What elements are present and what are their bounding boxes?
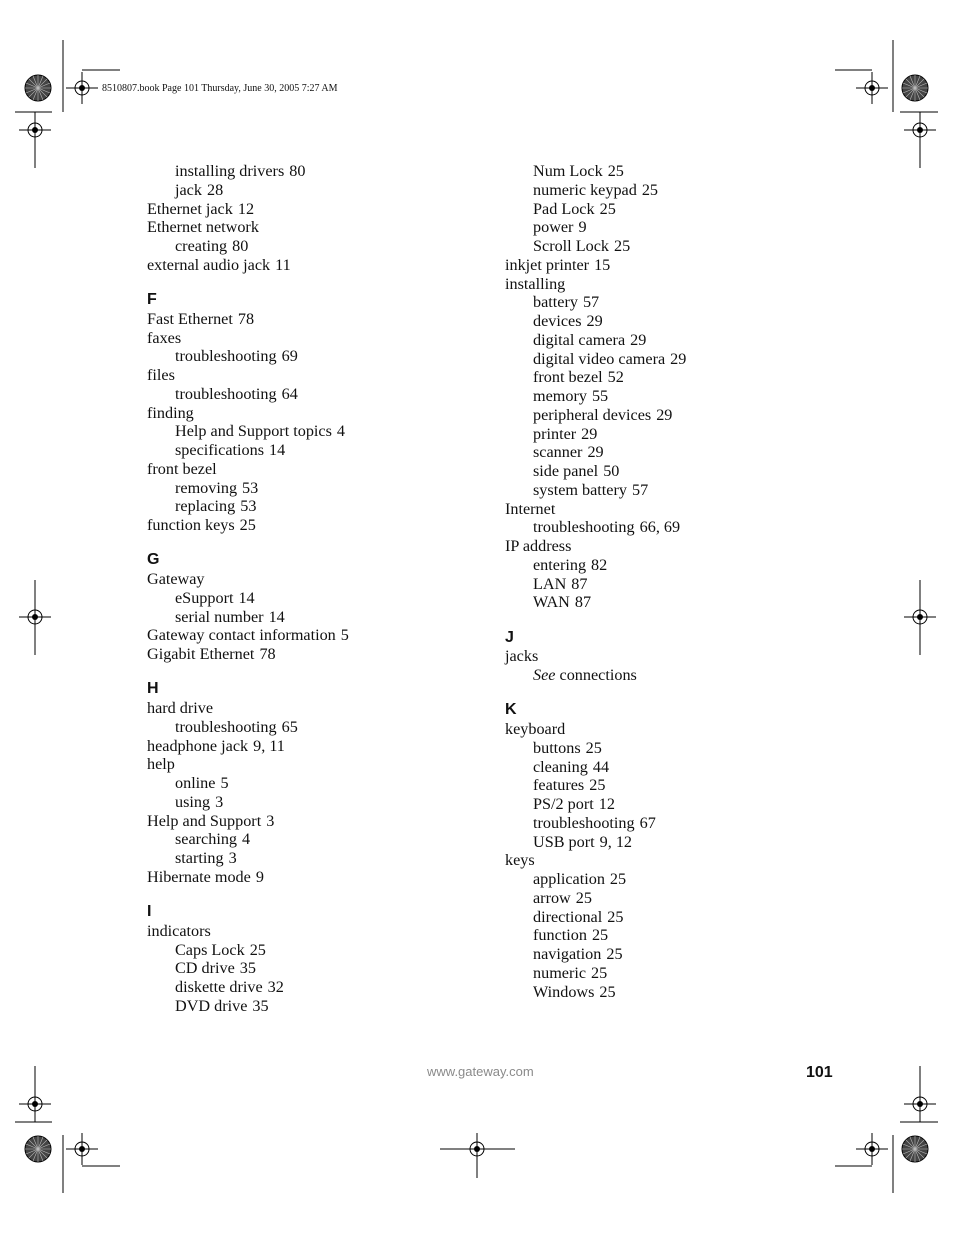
index-subentry <box>147 347 477 366</box>
index-subentry <box>505 162 835 181</box>
entry-term: searching <box>175 830 238 849</box>
entry-term: Gigabit Ethernet <box>147 645 255 663</box>
entry-term: headphone jack <box>147 736 249 755</box>
index-subentry <box>505 331 835 350</box>
entry-term: Pad Lock <box>533 199 595 218</box>
entry-page-numbers: 25 <box>575 888 592 907</box>
entry-term: hard drive <box>147 699 214 717</box>
entry-term: removing <box>175 478 238 497</box>
index-entry <box>147 516 477 535</box>
entry-term: arrow <box>533 888 571 907</box>
print-header: 8510807.book Page 101 Thursday, June 30, 2005 7:27 AM <box>102 83 338 94</box>
entry-page-numbers: 57 <box>631 480 649 499</box>
entry-term: Caps Lock <box>175 940 245 959</box>
entry-page-numbers: 55 <box>591 387 609 405</box>
entry-term: features <box>533 776 585 795</box>
crosshair-mark-bottom-center <box>461 1133 493 1165</box>
index-entry <box>147 812 477 831</box>
entry-term: numeric keypad <box>533 180 637 199</box>
entry-page-numbers: 32 <box>267 978 284 996</box>
entry-page-numbers: 29 <box>586 312 603 330</box>
entry-term: front bezel <box>533 368 603 387</box>
crosshair-mark-bottom-right <box>856 1133 888 1165</box>
index-entry <box>147 460 477 479</box>
entry-term: keys <box>505 851 535 870</box>
index-subentry <box>505 368 835 387</box>
index-subentry <box>505 350 835 369</box>
entry-term: Fast Ethernet <box>147 309 233 328</box>
index-subentry <box>505 833 835 852</box>
page-number: 101 <box>806 1064 833 1081</box>
crosshair-mark-middle-right <box>904 601 936 633</box>
index-subentry <box>505 425 835 444</box>
index-subentry <box>147 959 477 978</box>
entry-term: directional <box>533 907 603 926</box>
index-entry <box>147 626 477 645</box>
entry-term: installing <box>505 274 566 293</box>
entry-page-numbers: 25 <box>591 926 609 945</box>
starburst-mark-top-left <box>25 75 51 101</box>
entry-term: troubleshooting <box>533 813 635 832</box>
index-subentry <box>147 441 477 460</box>
index-entry <box>505 275 835 294</box>
entry-page-numbers: 35 <box>239 959 256 978</box>
entry-page-numbers: 65 <box>281 717 298 736</box>
index-subentry <box>505 908 835 927</box>
entry-page-numbers: 87 <box>574 593 592 612</box>
entry-page-numbers: 82 <box>591 555 608 574</box>
index-subentry <box>505 575 835 594</box>
index-subentry <box>147 997 477 1016</box>
entry-term: application <box>533 870 605 888</box>
entry-term: installing drivers <box>175 162 285 180</box>
starburst-mark-top-right <box>902 75 928 101</box>
index-subentry <box>505 237 835 256</box>
entry-page-numbers: 78 <box>237 309 255 328</box>
entry-term: USB port <box>533 832 595 851</box>
entry-term: replacing <box>175 497 236 516</box>
entry-term: Ethernet jack <box>147 199 233 218</box>
entry-page-numbers: 50 <box>603 462 620 480</box>
entry-term: function keys <box>147 516 235 534</box>
entry-term: IP address <box>505 537 572 555</box>
entry-term: side panel <box>533 462 599 480</box>
index-entry <box>147 922 477 941</box>
index-entry <box>147 256 477 275</box>
index-subentry <box>147 608 477 627</box>
entry-term: Hibernate mode <box>147 867 251 886</box>
entry-page-numbers: 29 <box>670 349 687 368</box>
entry-term: battery <box>533 293 578 312</box>
entry-page-numbers: 5 <box>220 774 229 792</box>
crosshair-mark-top-right <box>856 72 888 104</box>
index-subentry <box>147 793 477 812</box>
entry-term: troubleshooting <box>175 384 277 403</box>
entry-term: digital video camera <box>533 349 666 368</box>
entry-page-numbers: 25 <box>239 516 256 534</box>
index-subentry <box>147 479 477 498</box>
see-target: connections <box>559 666 637 684</box>
entry-page-numbers: 9, 11 <box>253 736 285 755</box>
index-letter-heading: J <box>505 628 514 646</box>
entry-term: using <box>175 792 211 811</box>
entry-term: DVD drive <box>175 996 248 1015</box>
entry-page-numbers: 9, 12 <box>599 832 632 851</box>
starburst-mark-bottom-right <box>902 1136 928 1162</box>
entry-page-numbers: 80 <box>289 162 306 180</box>
index-entry <box>147 329 477 348</box>
index-subentry <box>505 462 835 481</box>
index-subentry <box>505 964 835 983</box>
entry-term: online <box>175 774 216 792</box>
entry-page-numbers: 87 <box>571 574 588 593</box>
index-subentry <box>147 237 477 256</box>
entry-page-numbers: 25 <box>641 180 659 199</box>
entry-page-numbers: 25 <box>591 963 608 982</box>
entry-page-numbers: 15 <box>594 255 611 274</box>
entry-page-numbers: 25 <box>606 945 623 963</box>
entry-term: Help and Support <box>147 811 262 830</box>
index-subentry <box>147 162 477 181</box>
footer-url: www.gateway.com <box>427 1064 534 1079</box>
crosshair-mark-left-upper <box>19 114 51 146</box>
index-entry <box>147 200 477 219</box>
entry-page-numbers: 14 <box>269 441 286 459</box>
index-subentry <box>505 181 835 200</box>
crosshair-mark-right-upper <box>904 114 936 146</box>
entry-term: power <box>533 218 574 237</box>
entry-term: troubleshooting <box>175 717 277 736</box>
entry-term: creating <box>175 237 228 255</box>
entry-term: finding <box>147 403 194 422</box>
entry-term: Internet <box>505 499 556 518</box>
entry-page-numbers: 4 <box>242 830 251 849</box>
entry-term: serial number <box>175 607 264 626</box>
entry-term: front bezel <box>147 459 217 478</box>
entry-term: numeric <box>533 963 587 982</box>
entry-term: WAN <box>533 593 570 612</box>
entry-page-numbers: 12 <box>598 795 615 813</box>
index-subentry <box>505 889 835 908</box>
index-subentry <box>505 218 835 237</box>
index-subentry <box>147 181 477 200</box>
index-entry <box>505 256 835 275</box>
entry-term: external audio jack <box>147 255 271 274</box>
index-entry <box>147 868 477 887</box>
entry-term: peripheral devices <box>533 405 652 424</box>
index-subentry <box>505 481 835 500</box>
index-letter-heading: K <box>505 701 517 719</box>
entry-term: eSupport <box>175 588 234 607</box>
entry-term: LAN <box>533 574 567 593</box>
index-subentry <box>505 293 835 312</box>
crosshair-mark-bottom-left <box>66 1133 98 1165</box>
entry-term: navigation <box>533 945 602 963</box>
entry-page-numbers: 69 <box>281 347 298 366</box>
index-subentry <box>505 983 835 1002</box>
entry-page-numbers: 9 <box>255 867 264 886</box>
index-subentry <box>147 830 477 849</box>
index-subentry <box>505 556 835 575</box>
entry-term: help <box>147 755 175 774</box>
entry-term: faxes <box>147 328 182 347</box>
index-subentry <box>147 941 477 960</box>
index-entry <box>147 366 477 385</box>
crosshair-mark-top-left <box>66 72 98 104</box>
index-subentry <box>505 593 835 612</box>
index-subentry <box>505 758 835 777</box>
crosshair-mark-middle-left <box>19 601 51 633</box>
entry-page-numbers: 78 <box>259 645 276 663</box>
entry-page-numbers: 25 <box>599 199 616 218</box>
index-entry <box>505 851 835 870</box>
index-entry <box>147 404 477 423</box>
index-subentry <box>505 814 835 833</box>
entry-term: CD drive <box>175 959 235 978</box>
index-entry <box>147 645 477 664</box>
index-subentry <box>147 718 477 737</box>
starburst-mark-bottom-left <box>25 1136 51 1162</box>
entry-term: Scroll Lock <box>533 237 609 255</box>
entry-page-numbers: 25 <box>613 237 631 255</box>
see-label: See <box>533 666 556 684</box>
index-subentry <box>147 422 477 441</box>
entry-page-numbers: 57 <box>582 293 600 312</box>
entry-term: specifications <box>175 441 264 459</box>
entry-term: scanner <box>533 443 583 462</box>
entry-page-numbers: 14 <box>268 607 285 626</box>
index-entry <box>505 537 835 556</box>
entry-page-numbers: 29 <box>581 424 598 443</box>
index-subentry <box>505 200 835 219</box>
index-subentry <box>147 774 477 793</box>
entry-term: jack <box>175 180 202 199</box>
entry-term: Windows <box>533 982 595 1001</box>
entry-page-numbers: 53 <box>242 478 259 497</box>
index-entry <box>147 699 477 718</box>
index-subentry <box>147 849 477 868</box>
index-subentry <box>147 385 477 404</box>
entry-page-numbers: 25 <box>249 940 266 959</box>
entry-page-numbers: 29 <box>587 443 604 462</box>
entry-page-numbers: 12 <box>237 199 255 218</box>
index-entry <box>505 500 835 519</box>
index-letter-heading: F <box>147 291 157 308</box>
index-subentry <box>147 978 477 997</box>
entry-term: Num Lock <box>533 162 603 180</box>
index-subentry <box>147 589 477 608</box>
index-subentry <box>505 926 835 945</box>
index-subentry <box>505 312 835 331</box>
index-letter-heading: G <box>147 551 160 569</box>
index-subentry <box>505 739 835 758</box>
entry-page-numbers: 25 <box>609 870 627 888</box>
index-entry <box>147 570 477 589</box>
index-entry <box>147 310 477 329</box>
entry-page-numbers: 3 <box>228 849 237 867</box>
entry-page-numbers: 67 <box>639 813 656 832</box>
entry-term: indicators <box>147 921 211 940</box>
entry-page-numbers: 11 <box>275 255 291 274</box>
entry-page-numbers: 29 <box>656 405 673 424</box>
entry-term: inkjet printer <box>505 255 590 274</box>
entry-page-numbers: 44 <box>592 757 610 776</box>
index-column-left <box>147 162 477 1016</box>
index-letter-heading: H <box>147 680 159 698</box>
entry-term: diskette drive <box>175 978 263 996</box>
entry-page-numbers: 66, 69 <box>639 518 681 537</box>
index-letter-heading: I <box>147 903 152 920</box>
entry-page-numbers: 14 <box>238 588 255 607</box>
index-entry <box>147 755 477 774</box>
index-subentry <box>505 387 835 406</box>
entry-term: files <box>147 366 175 384</box>
index-entry <box>505 720 835 739</box>
entry-term: Gateway contact information <box>147 626 336 645</box>
entry-term: Ethernet network <box>147 218 259 237</box>
index-entry <box>505 647 835 666</box>
index-subentry <box>505 443 835 462</box>
index-see-reference <box>505 666 835 685</box>
crosshair-mark-right-lower <box>904 1088 936 1120</box>
index-entry <box>147 218 477 237</box>
entry-term: entering <box>533 555 587 574</box>
entry-page-numbers: 80 <box>232 237 249 255</box>
entry-page-numbers: 35 <box>252 996 269 1015</box>
index-subentry <box>505 795 835 814</box>
entry-term: printer <box>533 424 577 443</box>
entry-page-numbers: 4 <box>336 422 346 441</box>
entry-page-numbers: 25 <box>607 162 624 180</box>
entry-page-numbers: 9 <box>578 218 587 237</box>
entry-term: devices <box>533 312 582 330</box>
entry-page-numbers: 25 <box>599 982 616 1001</box>
index-subentry <box>505 776 835 795</box>
entry-page-numbers: 52 <box>607 368 624 387</box>
entry-term: Gateway <box>147 570 205 588</box>
entry-term: starting <box>175 849 224 867</box>
index-column-right <box>505 162 835 1001</box>
entry-term: keyboard <box>505 720 566 738</box>
entry-page-numbers: 64 <box>281 384 298 403</box>
entry-term: troubleshooting <box>175 347 277 366</box>
index-subentry <box>505 945 835 964</box>
entry-term: system battery <box>533 480 627 499</box>
entry-page-numbers: 28 <box>206 180 224 199</box>
entry-term: Help and Support topics <box>175 422 332 441</box>
index-entry <box>147 737 477 756</box>
entry-term: memory <box>533 387 587 405</box>
entry-page-numbers: 3 <box>215 792 224 811</box>
entry-page-numbers: 25 <box>585 738 602 757</box>
entry-page-numbers: 5 <box>340 626 349 645</box>
entry-term: cleaning <box>533 757 588 776</box>
crosshair-mark-left-lower <box>19 1088 51 1120</box>
index-subentry <box>505 870 835 889</box>
index-subentry <box>147 497 477 516</box>
index-subentry <box>505 518 835 537</box>
entry-term: buttons <box>533 738 581 757</box>
entry-term: jacks <box>505 647 539 666</box>
entry-page-numbers: 25 <box>607 907 624 926</box>
index-subentry <box>505 406 835 425</box>
entry-page-numbers: 3 <box>266 811 275 830</box>
entry-term: function <box>533 926 587 945</box>
entry-term: digital camera <box>533 330 626 349</box>
entry-term: PS/2 port <box>533 795 594 813</box>
entry-term: troubleshooting <box>533 518 635 537</box>
entry-page-numbers: 25 <box>589 776 606 795</box>
entry-page-numbers: 29 <box>630 330 647 349</box>
entry-page-numbers: 53 <box>240 497 257 516</box>
